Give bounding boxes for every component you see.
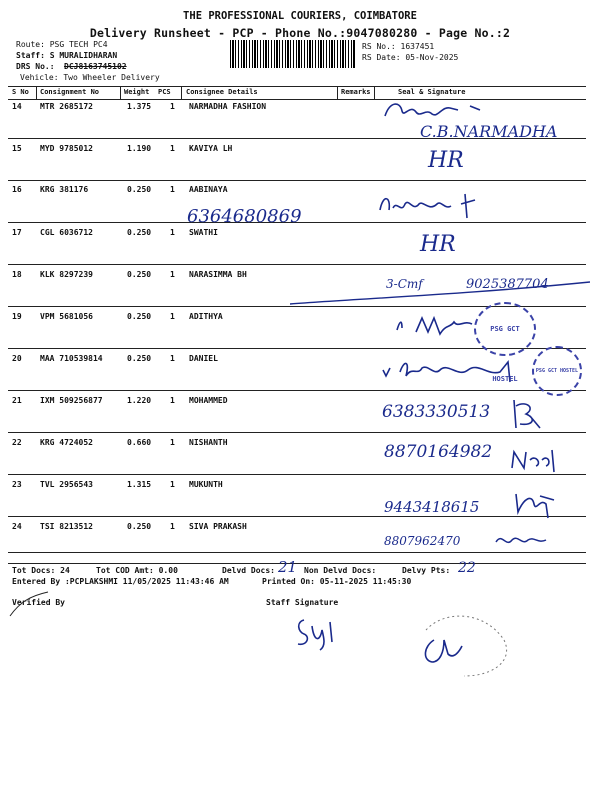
weight-cell: 0.250 xyxy=(127,270,152,279)
weight-cell: 0.250 xyxy=(127,228,152,237)
sno-cell: 22 xyxy=(12,438,22,447)
weight-cell: 1.220 xyxy=(127,396,152,405)
delivered-docs-label: Delvd Docs: xyxy=(222,566,275,575)
consignment-cell: KRG 4724052 xyxy=(40,438,93,447)
handwritten-phone-row-16: 6364680869 xyxy=(187,206,302,227)
pcs-cell: 1 xyxy=(170,144,175,153)
pcs-cell: 1 xyxy=(170,480,175,489)
weight-cell: 0.250 xyxy=(127,354,152,363)
signature-row-24 xyxy=(492,528,552,550)
weight-cell: 1.315 xyxy=(127,480,152,489)
consignee-cell: NARMADHA FASHION xyxy=(189,102,267,111)
staff-signature xyxy=(290,612,350,652)
route: Route: PSG TECH PC4 xyxy=(16,40,108,49)
row-divider xyxy=(8,552,586,553)
pcs-cell: 1 xyxy=(170,102,175,111)
header-top-rule xyxy=(8,86,586,87)
handwritten-phone-row-21: 6383330513 xyxy=(382,402,491,422)
total-docs: Tot Docs: 24 xyxy=(12,566,70,575)
pcs-cell: 1 xyxy=(170,185,175,194)
signature-row-21 xyxy=(506,396,546,432)
staff-signature-label: Staff Signature xyxy=(266,598,339,607)
row-divider xyxy=(8,180,586,181)
handwritten-phone-row-24: 8807962470 xyxy=(384,534,461,548)
runsheet-subtitle: Delivery Runsheet - PCP - Phone No.:9047080280 - Page No.:2 xyxy=(89,26,511,40)
col-consignment: Consignment No xyxy=(40,88,100,96)
handwritten-name-row-14: C.B.NARMADHA xyxy=(420,122,558,141)
col-sno: S No xyxy=(12,88,29,96)
consignment-cell: KRG 381176 xyxy=(40,185,89,194)
signature-row-23 xyxy=(510,488,560,522)
col-consignee: Consignee Details xyxy=(186,88,258,96)
drs-number: DCJ8163745102 xyxy=(64,62,127,71)
pcs-cell: 1 xyxy=(170,270,175,279)
consignment-cell: KLK 8297239 xyxy=(40,270,93,279)
barcode xyxy=(230,40,356,68)
consignment-cell: TVL 2956543 xyxy=(40,480,93,489)
hostel-seal-stamp: PSG GCT HOSTEL xyxy=(474,302,536,356)
hostel-seal-stamp-2: PSG GCT HOSTEL xyxy=(532,346,582,396)
row-divider xyxy=(8,474,586,475)
rs-number: RS No.: 1637451 xyxy=(362,42,435,51)
pcs-cell: 1 xyxy=(170,438,175,447)
col-seal-signature: Seal & Signature xyxy=(398,88,466,96)
sno-cell: 24 xyxy=(12,522,22,531)
pcs-cell: 1 xyxy=(170,396,175,405)
consignee-cell: SIVA PRAKASH xyxy=(189,522,247,531)
consignment-cell: MTR 2685172 xyxy=(40,102,93,111)
total-cod-amount: Tot COD Amt: 0.00 xyxy=(96,566,178,575)
signature-row-16 xyxy=(375,190,505,220)
col-remarks: Remarks xyxy=(341,88,371,96)
handwritten-phone-row-18: 9025387704 xyxy=(466,277,549,292)
company-title: THE PROFESSIONAL COURIERS, COIMBATORE xyxy=(183,10,417,22)
consignment-cell: MAA 710539814 xyxy=(40,354,103,363)
weight-cell: 0.250 xyxy=(127,185,152,194)
printed-on: Printed On: 05-11-2025 11:45:30 xyxy=(262,577,412,586)
staff: Staff: S MURALIDHARAN xyxy=(16,51,118,60)
signature-row-22 xyxy=(508,446,558,474)
vehicle: Vehicle: Two Wheeler Delivery xyxy=(20,73,160,82)
handwritten-phone-row-23: 9443418615 xyxy=(384,498,480,516)
consignee-cell: NARASIMMA BH xyxy=(189,270,247,279)
consignment-cell: MYD 9785012 xyxy=(40,144,93,153)
pcs-cell: 1 xyxy=(170,312,175,321)
delivery-points-label: Delvy Pts: xyxy=(402,566,451,575)
sno-cell: 20 xyxy=(12,354,22,363)
consignment-cell: CGL 6036712 xyxy=(40,228,93,237)
weight-cell: 1.190 xyxy=(127,144,152,153)
consignee-cell: NISHANTH xyxy=(189,438,228,447)
weight-cell: 1.375 xyxy=(127,102,152,111)
consignment-cell: TSI 8213512 xyxy=(40,522,93,531)
entered-by: Entered By :PCPLAKSHMI 11/05/2025 11:43:46 AM xyxy=(12,577,229,586)
handwritten-row-17: HR xyxy=(420,232,456,257)
weight-cell: 0.250 xyxy=(127,522,152,531)
weight-cell: 0.250 xyxy=(127,312,152,321)
handwritten-row-18-prefix: 3-Cmf xyxy=(386,277,423,291)
sno-cell: 18 xyxy=(12,270,22,279)
pcs-cell: 1 xyxy=(170,522,175,531)
sno-cell: 16 xyxy=(12,185,22,194)
verifier-signature xyxy=(404,610,524,680)
consignment-cell: IXM 509256877 xyxy=(40,396,103,405)
verified-by-scribble xyxy=(8,590,58,620)
row-divider xyxy=(8,516,586,517)
weight-cell: 0.660 xyxy=(127,438,152,447)
col-pcs: PCS xyxy=(158,88,171,96)
pcs-cell: 1 xyxy=(170,354,175,363)
consignee-cell: AABINAYA xyxy=(189,185,228,194)
consignee-cell: SWATHI xyxy=(189,228,218,237)
consignee-cell: DANIEL xyxy=(189,354,218,363)
delivery-points-count: 22 xyxy=(458,560,476,576)
sno-cell: 17 xyxy=(12,228,22,237)
sno-cell: 23 xyxy=(12,480,22,489)
delivered-docs-count: 21 xyxy=(278,558,298,576)
non-delivered-docs-label: Non Delvd Docs: xyxy=(304,566,377,575)
row-divider xyxy=(8,432,586,433)
row-divider xyxy=(8,264,586,265)
pcs-cell: 1 xyxy=(170,228,175,237)
sno-cell: 21 xyxy=(12,396,22,405)
sno-cell: 19 xyxy=(12,312,22,321)
verified-by-label: Verified By xyxy=(12,598,65,607)
rs-date: RS Date: 05-Nov-2025 xyxy=(362,53,459,62)
consignee-cell: ADITHYA xyxy=(189,312,223,321)
handwritten-phone-row-22: 8870164982 xyxy=(384,442,493,462)
consignee-cell: MUKUNTH xyxy=(189,480,223,489)
consignee-cell: MOHAMMED xyxy=(189,396,228,405)
sno-cell: 14 xyxy=(12,102,22,111)
handwritten-row-15: HR xyxy=(428,148,464,173)
sno-cell: 15 xyxy=(12,144,22,153)
consignee-cell: KAVIYA LH xyxy=(189,144,233,153)
drs-label: DRS No.: xyxy=(16,62,55,71)
scribble-line-row-18 xyxy=(290,278,590,308)
consignment-cell: VPM 5681056 xyxy=(40,312,93,321)
col-weight: Weight xyxy=(124,88,150,96)
